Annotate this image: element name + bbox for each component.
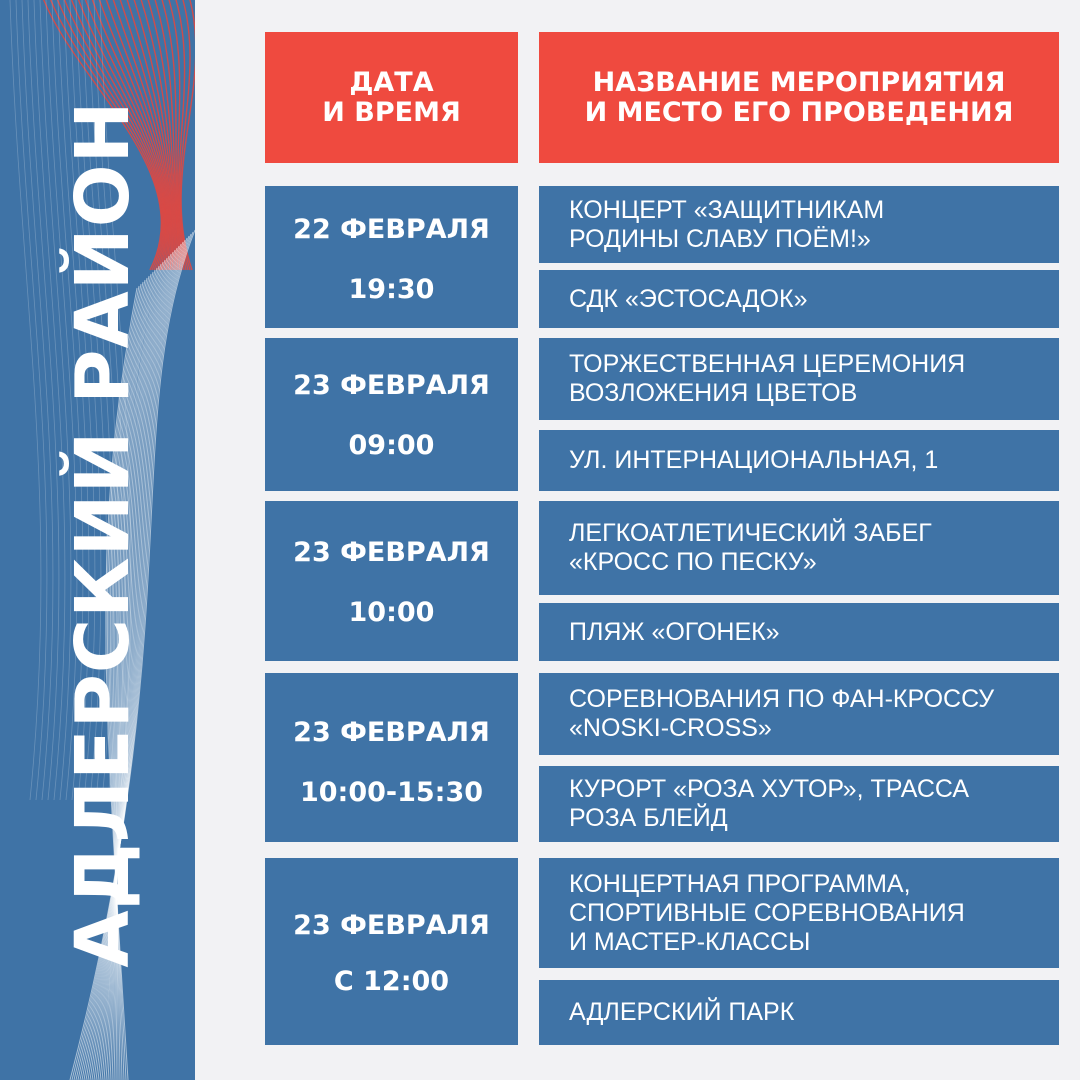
event-name: КОНЦЕРТНАЯ ПРОГРАММА, СПОРТИВНЫЕ СОРЕВНОВАНИЯ И МАСТЕР-КЛАССЫ [539,858,1059,968]
event-date: 23 ФЕВРАЛЯ [293,370,490,401]
event-date: 23 ФЕВРАЛЯ [293,537,490,568]
event-place: АДЛЕРСКИЙ ПАРК [539,980,1059,1045]
event-place: СДК «ЭСТОСАДОК» [539,270,1059,328]
event-place: КУРОРТ «РОЗА ХУТОР», ТРАССА РОЗА БЛЕЙД [539,766,1059,842]
sidebar-decoration [0,0,195,1080]
event-date-cell [265,186,518,328]
event-time: 19:30 [348,274,435,305]
event-time: 09:00 [348,430,435,461]
event-date: 22 ФЕВРАЛЯ [293,214,490,245]
event-place: ПЛЯЖ «ОГОНЕК» [539,603,1059,661]
event-date: 23 ФЕВРАЛЯ [293,910,490,941]
district-title: АДЛЕРСКИЙ РАЙОН [60,100,146,968]
event-date-cell [265,338,518,491]
event-time: 10:00-15:30 [299,777,484,808]
event-date-cell [265,858,518,1045]
event-name: КОНЦЕРТ «ЗАЩИТНИКАМ РОДИНЫ СЛАВУ ПОЁМ!» [539,186,1059,263]
event-time: С 12:00 [333,966,450,997]
event-date-cell [265,673,518,842]
header-event-place: НАЗВАНИЕ МЕРОПРИЯТИЯ И МЕСТО ЕГО ПРОВЕДЕНИЯ [539,32,1059,163]
event-name: ТОРЖЕСТВЕННАЯ ЦЕРЕМОНИЯ ВОЗЛОЖЕНИЯ ЦВЕТОВ [539,338,1059,420]
event-date: 23 ФЕВРАЛЯ [293,717,490,748]
event-name: ЛЕГКОАТЛЕТИЧЕСКИЙ ЗАБЕГ «КРОСС ПО ПЕСКУ» [539,501,1059,595]
event-time: 10:00 [348,597,435,628]
header-date-time: ДАТА И ВРЕМЯ [265,32,518,163]
event-place: УЛ. ИНТЕРНАЦИОНАЛЬНАЯ, 1 [539,430,1059,491]
event-name: СОРЕВНОВАНИЯ ПО ФАН-КРОССУ «NOSKI-CROSS» [539,673,1059,755]
event-date-cell [265,501,518,661]
